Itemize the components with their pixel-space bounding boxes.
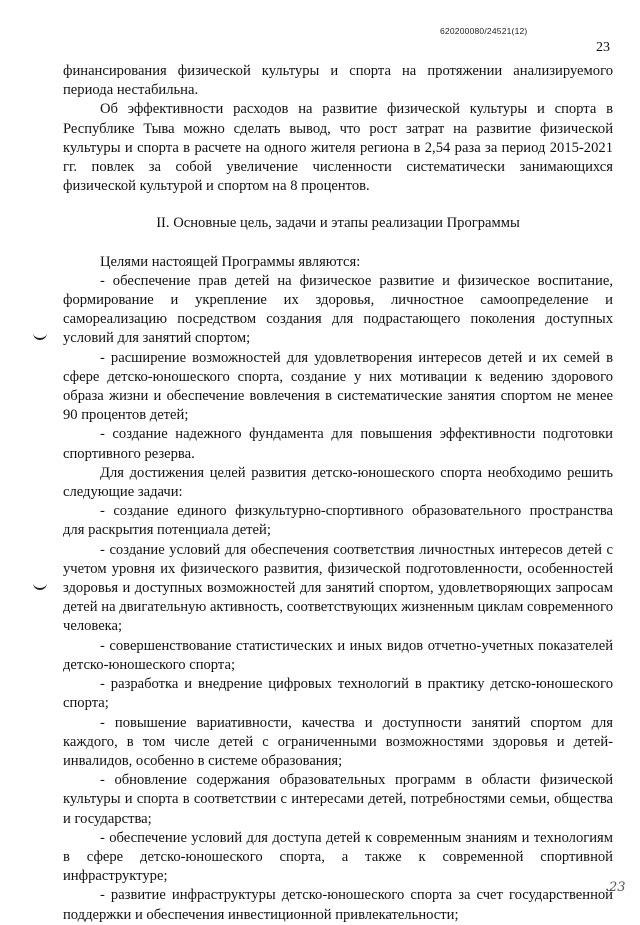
document-code: 620200080/24521(12) [440,26,528,36]
list-item: - обеспечение условий для доступа детей к современным знаниям и технологиям в сфере детско-юношеского спорта, а также к современной спортивной инфраструктуре; [63,829,613,885]
list-item: - развитие инфраструктуры детско-юношеского спорта за счет государственной поддержки и обеспечения инвестиционной привлекательности; [63,887,613,923]
list-item: - обеспечение прав детей на физическое развитие и физическое воспитание, формирование и укрепление их здоровья, личностное самоопределение и самореализацию посредством создания для подрастающего поколения доступных условий для занятий спортом; [63,272,613,347]
list-item: - расширение возможностей для удовлетворения интересов детей и их семей в сфере детско-юношеского спорта, создание у них мотивации к ведению здорового образа жизни и обеспечение вовлечения в систематические занятия спортом не менее 90 процентов детей; [63,349,613,424]
paragraph: Об эффективности расходов на развитие физической культуры и спорта в Республике Тыва можно сделать вывод, что рост затрат на развитие физической культуры и спорта в расчете на одного жителя региона в 2,54 раза за период 2015-2021 гг. повлек за собой увеличение численности систематически занимающихся физической культурой и спортом на 8 процентов. [63,101,613,195]
list-item: - создание условий для обеспечения соответствия личностных интересов детей с учетом уровня их физического развития, физической подготовленности, особенностей здоровья и доступных возможностей для занятий спортом, удовлетворяющих запросам детей на двигательную активность, соответствующих жизненным циклам современного человека; [63,541,613,635]
list-item: - совершенствование статистических и иных видов отчетно-учетных показателей детско-юношеского спорта; [63,637,613,673]
document-body [63,62,613,925]
paragraph: финансирования физической культуры и спорта на протяжении анализируемого периода нестабильна. [63,63,613,99]
tasks-intro: Для достижения целей развития детско-юношеского спорта необходимо решить следующие задачи: [63,464,613,501]
list-item: - создание единого физкультурно-спортивного образовательного пространства для раскрытия потенциала детей; [63,503,613,539]
list-item: - создание надежного фундамента для повышения эффективности подготовки спортивного резерва. [63,426,613,462]
page-number: 23 [596,40,610,55]
margin-mark [33,330,47,340]
handwritten-page-mark: 23 [609,880,626,895]
goals-intro: Целями настоящей Программы являются: [100,253,361,270]
list-item: - повышение вариативности, качества и доступности занятий спортом для каждого, в том числе детей с ограниченными возможностями здоровья и детей-инвалидов, особенно в системе образования; [63,714,613,769]
section-title: II. Основные цель, задачи и этапы реализации Программы [156,215,520,232]
margin-mark [33,580,47,590]
list-item: - обновление содержания образовательных программ в области физической культуры и спорта в соответствии с интересами детей, потребностями семьи, общества и государства; [63,772,613,827]
list-item: - разработка и внедрение цифровых технологий в практику детско-юношеского спорта; [63,676,613,712]
